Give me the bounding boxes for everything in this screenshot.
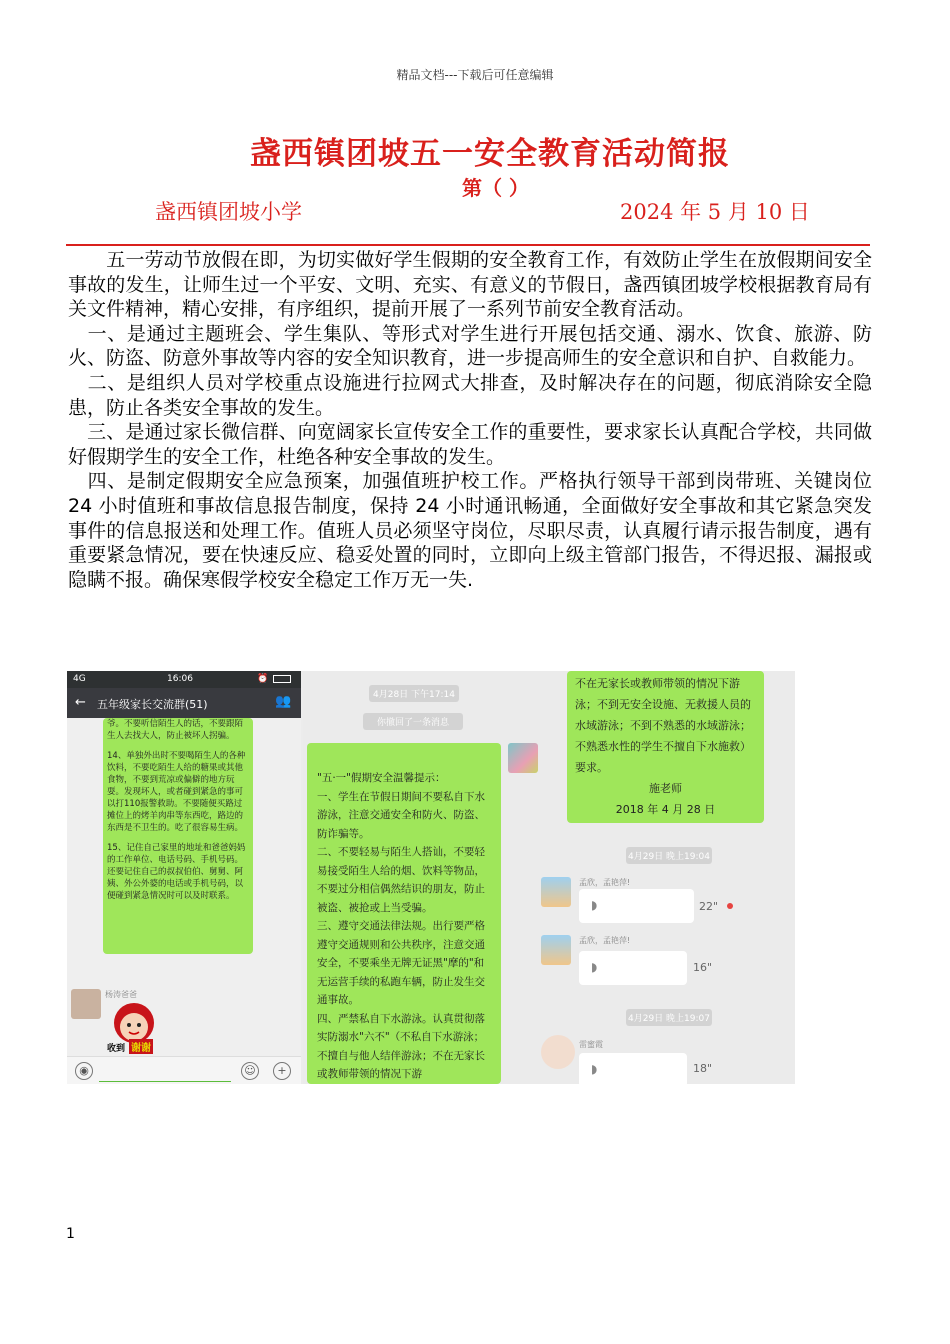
requirements-bubble — [567, 671, 764, 823]
sender-name: 杨涛爸爸 — [105, 990, 137, 999]
report-body — [68, 248, 872, 592]
bubble-line: 不在无家长或教师带领的情况下游泳；不到无安全设施、无救援人员的水域游泳；不到不熟悉的水域游泳；不熟悉水性的学生不擅自下水施救）要求。 — [575, 677, 751, 774]
sticker-text: 谢谢 — [129, 1039, 153, 1054]
back-arrow-icon[interactable]: ← — [75, 695, 86, 710]
emoji-icon[interactable]: ☺ — [241, 1062, 259, 1080]
voice-duration: 16" — [693, 961, 713, 974]
issue-number: 第（ ） — [462, 176, 529, 200]
voice-message[interactable] — [579, 1053, 687, 1084]
wechat-screenshots — [67, 671, 795, 1084]
sender-name: 雷蜜霞 — [579, 1040, 603, 1049]
avatar — [541, 935, 571, 965]
screenshot-left — [67, 671, 301, 1084]
status-time: 16:06 — [167, 674, 193, 684]
screenshot-right — [543, 671, 795, 1084]
recall-notice: 你撤回了一条消息 — [363, 713, 463, 730]
voice-wave-icon: ◗ — [591, 1062, 598, 1076]
voice-duration: 18" — [693, 1062, 713, 1075]
sticker-text: 收到 — [107, 1044, 126, 1054]
signal-label: 4G — [73, 674, 86, 684]
bubble-line: 四、严禁私自下水游泳。认真贯彻落实防溺水"六不"（不私自下水游泳；不擅自与他人结伴游泳；不在无家长或教师带领的情况下游 — [317, 1012, 485, 1080]
voice-toggle-icon[interactable]: ◉ — [75, 1062, 93, 1080]
tip-paragraph: 15、记住自己家里的地址和爸爸妈妈的工作单位、电话号码、手机号码。还要记住自己的叔叔伯伯、舅舅、阿姨、外公外婆的电话或手机号码，以便碰到紧急情况时可以及时联系。 — [107, 843, 246, 901]
chat-title: 五年级家长交流群(51) — [97, 698, 208, 711]
message-input[interactable] — [99, 1061, 231, 1082]
page-title: 盏西镇团坡五一安全教育活动简报 — [250, 136, 730, 172]
sender-name: 孟欣，孟艳萍! — [579, 878, 631, 887]
voice-wave-icon: ◗ — [591, 960, 598, 974]
alarm-icon: ⏰ — [257, 674, 269, 684]
school-name: 盏西镇团坡小学 — [155, 200, 302, 224]
group-members-icon[interactable]: 👥 — [275, 694, 292, 709]
bubble-line: 二、不要轻易与陌生人搭讪，不要轻易接受陌生人给的烟、饮料等物品，不要过分相信偶然结识的朋友，防止被盗、被抢或上当受骗。 — [317, 846, 485, 914]
header-note: 精品文档---下载后可任意编辑 — [396, 68, 554, 82]
sender-name: 孟欣，孟艳萍! — [579, 936, 631, 945]
bubble-line: "五·一"假期安全温馨提示： — [317, 772, 446, 784]
tip-paragraph: 14、单独外出时不要喝陌生人的各种饮料，不要吃陌生人给的糖果或其他食物，不要到荒凉或偏僻的地方玩耍。发现坏人，或者碰到紧急的事可以打110报警救助。不要随便买路过摊位上的烤羊肉串等东西吃，路边的东西是不卫生的。吃了很容易生病。 — [107, 751, 246, 833]
avatar — [71, 989, 101, 1019]
title-divider — [66, 244, 870, 246]
time-pill: 4月28日 下午17:14 — [369, 685, 459, 702]
avatar — [541, 877, 571, 907]
screenshot-middle — [303, 671, 543, 1084]
avatar — [541, 1035, 575, 1069]
status-bar — [67, 671, 301, 688]
paragraph-one: 一、是通过主题班会、学生集队、等形式对学生进行开展包括交通、溺水、饮食、旅游、防火、防盗、防意外事故等内容的安全知识教育，进一步提高师生的安全意识和自护、自救能力。 — [68, 322, 872, 370]
holiday-safety-bubble — [307, 743, 501, 1084]
bubble-line: 一、学生在节假日期间不要私自下水游泳，注意交通安全和防火、防盗、防诈骗等。 — [317, 790, 485, 840]
teacher-name: 施老师 — [649, 782, 682, 795]
chat-input-bar — [67, 1056, 301, 1084]
paragraph-three: 三、是通过家长微信群、向宽阔家长宣传安全工作的重要性，要求家长认真配合学校，共同做好假期学生的安全工作，杜绝各种安全事故的发生。 — [68, 421, 872, 468]
paragraph-intro: 五一劳动节放假在即，为切实做好学生假期的安全教育工作，有效防止学生在放假期间安全事故的发生，让师生过一个平安、文明、充实、有意义的节假日，盏西镇团坡学校根据教育局有关文件精神，精心安排，有序组织，提前开展了一系列节前安全教育活动。 — [68, 249, 872, 321]
voice-message[interactable] — [579, 889, 694, 923]
voice-wave-icon: ◗ — [591, 898, 598, 912]
chat-navbar — [67, 688, 301, 718]
page-number: 1 — [66, 1226, 75, 1242]
safety-tips-bubble — [103, 718, 253, 954]
sticker — [107, 1001, 161, 1053]
message-date: 2018 年 4 月 28 日 — [615, 803, 716, 816]
battery-icon — [273, 675, 291, 683]
bubble-line: 三、遵守交通法律法规。出行要严格遵守交通规则和公共秩序，注意交通安全，不要乘坐无牌无证黑"摩的"和无运营手续的私跑车辆，防止发生交通事故。 — [317, 920, 485, 1006]
time-pill: 4月29日 晚上19:04 — [626, 847, 712, 864]
unread-dot — [727, 903, 733, 909]
plus-icon[interactable]: + — [273, 1062, 291, 1080]
avatar — [508, 743, 538, 773]
time-pill: 4月29日 晚上19:07 — [626, 1009, 712, 1026]
voice-duration: 22" — [699, 900, 719, 913]
paragraph-four: 四、是制定假期安全应急预案，加强值班护校工作。严格执行领导干部到岗带班、关键岗位 24 小时值班和事故信息报告制度，保持 24 小时通讯畅通，全面做好安全事故和其它紧急突发事件的信息报送和处理工作。值班人员必须坚守岗位，尽职尽责，认真履行请示报告制度，遇有重要紧急情况，要在快速反应、稳妥处置的同时，立即向上级主管部门报告，不得迟报、漏报或隐瞒不报。确保寒假学校安全稳定工作万无一失. — [68, 470, 872, 591]
tip-paragraph: 爷。不要听信陌生人的话，不要跟陌生人去找大人，防止被坏人拐骗。 — [107, 719, 244, 741]
paragraph-two: 二、是组织人员对学校重点设施进行拉网式大排查，及时解决存在的问题，彻底消除安全隐患，防止各类安全事故的发生。 — [68, 371, 872, 419]
voice-message[interactable] — [579, 951, 687, 985]
report-date: 2024 年 5 月 10 日 — [620, 200, 810, 224]
